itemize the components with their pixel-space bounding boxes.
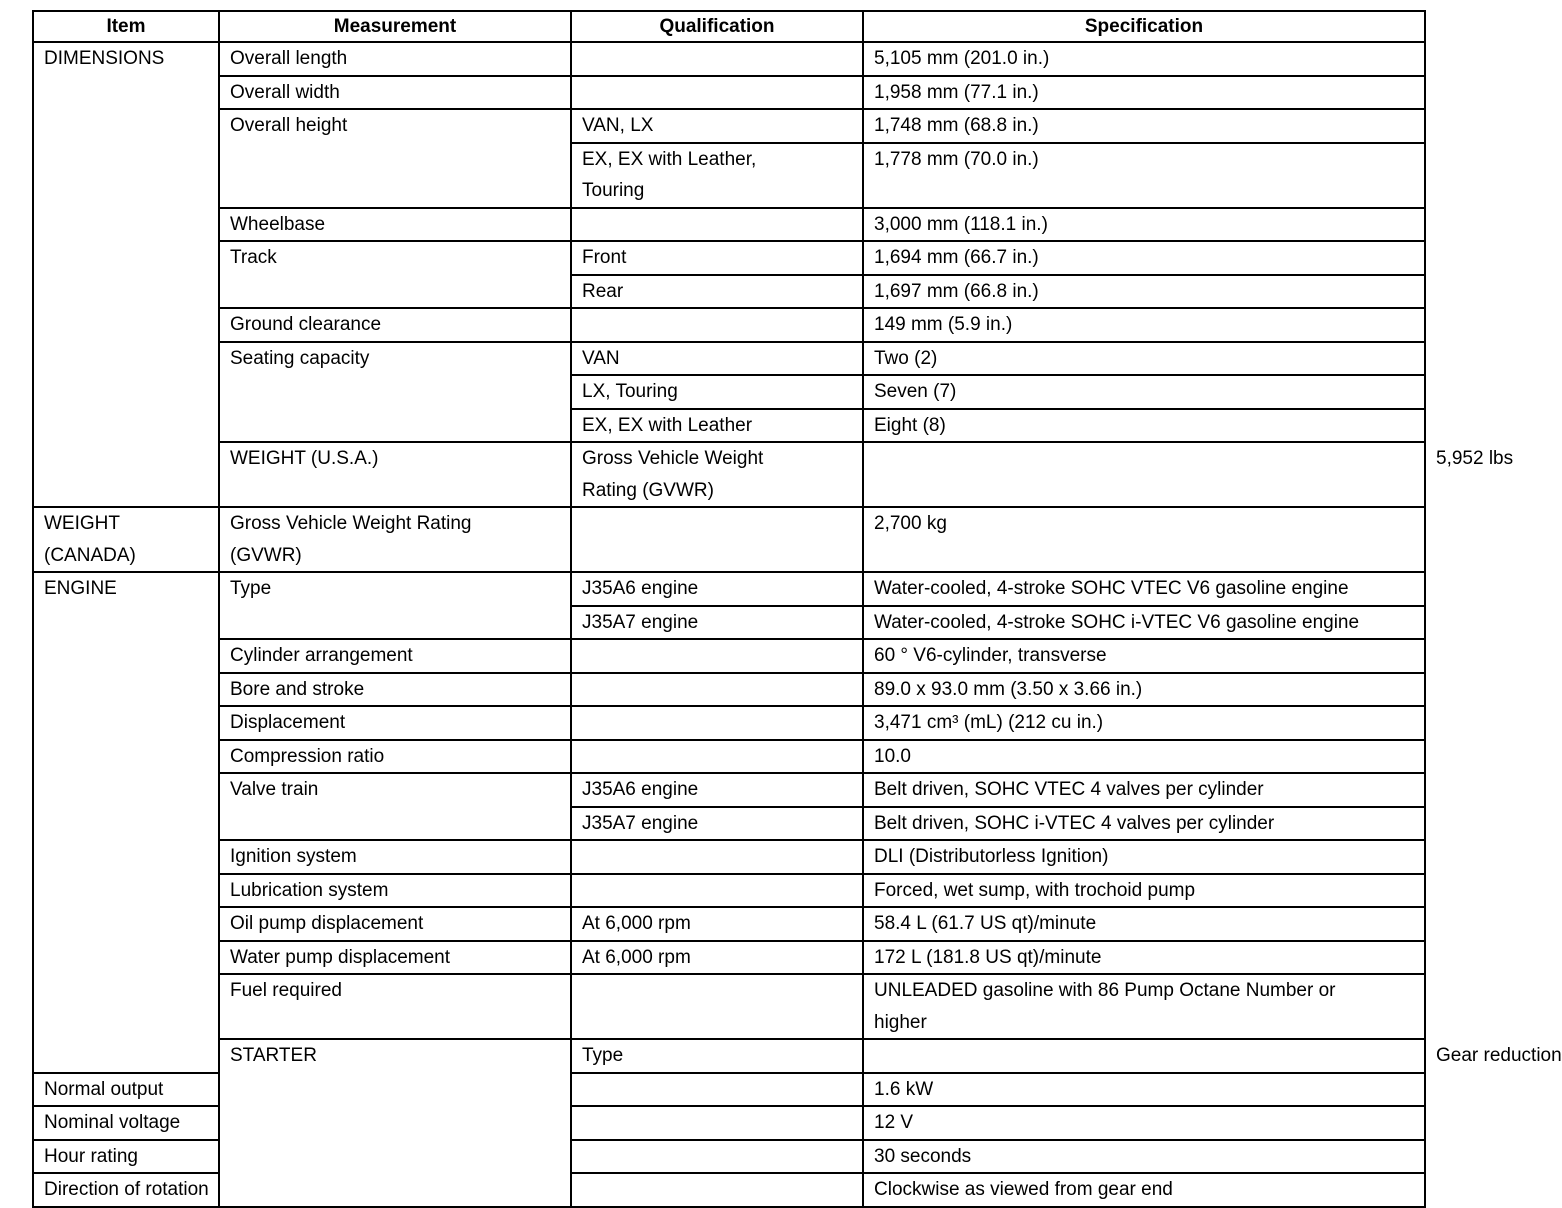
spec-cell: 2,700 kg — [863, 507, 1425, 572]
qualification-cell — [571, 874, 863, 908]
qualification-cell: J35A7 engine — [571, 606, 863, 640]
measurement-cell: Lubrication system — [219, 874, 571, 908]
qualification-cell: J35A7 engine — [571, 807, 863, 841]
table-row — [33, 740, 1425, 774]
table-row — [33, 507, 1425, 572]
spec-cell: Belt driven, SOHC VTEC 4 valves per cylinder — [863, 773, 1425, 807]
qualification-cell: VAN — [571, 342, 863, 376]
qualification-cell — [571, 1173, 863, 1207]
spec-cell: Eight (8) — [863, 409, 1425, 443]
qualification-cell: LX, Touring — [571, 375, 863, 409]
qualification-cell — [571, 76, 863, 110]
measurement-cell: Normal output — [33, 1073, 219, 1107]
table-row — [33, 42, 1425, 76]
spec-cell: 30 seconds — [863, 1140, 1425, 1174]
table-row — [33, 639, 1425, 673]
measurement-cell: Displacement — [219, 706, 571, 740]
table-row — [33, 76, 1425, 110]
qualification-cell — [571, 42, 863, 76]
spec-cell: 5,105 mm (201.0 in.) — [863, 42, 1425, 76]
spec-cell: 1,748 mm (68.8 in.) — [863, 109, 1425, 143]
table-row — [33, 874, 1425, 908]
measurement-cell: Hour rating — [33, 1140, 219, 1174]
measurement-cell: Overall length — [219, 42, 571, 76]
qualification-cell — [863, 1039, 1425, 1073]
table-row — [33, 241, 1425, 275]
spec-cell: 60 ° V6-cylinder, transverse — [863, 639, 1425, 673]
qualification-cell: J35A6 engine — [571, 572, 863, 606]
spec-cell: 149 mm (5.9 in.) — [863, 308, 1425, 342]
table-row — [33, 840, 1425, 874]
table-row — [33, 907, 1425, 941]
table-row — [33, 342, 1425, 376]
measurement-cell: Cylinder arrangement — [219, 639, 571, 673]
table-row: WEIGHT (U.S.A.) Gross Vehicle Weight Rating (GVWR) 5,952 lbs — [33, 442, 1425, 507]
qualification-cell — [571, 308, 863, 342]
header-row — [33, 11, 1425, 42]
qualification-cell — [571, 706, 863, 740]
measurement-cell: Gross Vehicle Weight Rating (GVWR) — [219, 507, 571, 572]
item-starter: STARTER — [219, 1039, 571, 1207]
specifications-table — [32, 10, 1562, 1208]
spec-cell: 1,694 mm (66.7 in.) — [863, 241, 1425, 275]
measurement-cell: Nominal voltage — [33, 1106, 219, 1140]
table-row — [33, 941, 1425, 975]
qualification-cell — [863, 442, 1425, 507]
measurement-cell: Ignition system — [219, 840, 571, 874]
spec-cell: 3,000 mm (118.1 in.) — [863, 208, 1425, 242]
qualification-cell: EX, EX with Leather — [571, 409, 863, 443]
spec-cell: 1.6 kW — [863, 1073, 1425, 1107]
header-item: Item — [33, 11, 219, 42]
measurement-cell: Bore and stroke — [219, 673, 571, 707]
measurement-cell: Ground clearance — [219, 308, 571, 342]
spec-cell: Seven (7) — [863, 375, 1425, 409]
qualification-cell — [571, 507, 863, 572]
item-weight-usa: WEIGHT (U.S.A.) — [219, 442, 571, 507]
header-specification: Specification — [863, 11, 1425, 42]
table-row — [33, 572, 1425, 606]
spec-cell: Clockwise as viewed from gear end — [863, 1173, 1425, 1207]
qualification-cell — [571, 1073, 863, 1107]
spec-cell: Belt driven, SOHC i-VTEC 4 valves per cylinder — [863, 807, 1425, 841]
qualification-cell — [571, 840, 863, 874]
spec-cell: 10.0 — [863, 740, 1425, 774]
measurement-cell: Fuel required — [219, 974, 571, 1039]
qualification-cell: J35A6 engine — [571, 773, 863, 807]
measurement-cell: Seating capacity — [219, 342, 571, 443]
qualification-cell — [571, 1140, 863, 1174]
table-row — [33, 308, 1425, 342]
header-qualification: Qualification — [571, 11, 863, 42]
spec-cell: 1,778 mm (70.0 in.) — [863, 143, 1425, 208]
measurement-cell: Direction of rotation — [33, 1173, 219, 1207]
spec-cell: Water-cooled, 4-stroke SOHC i-VTEC V6 gasoline engine — [863, 606, 1425, 640]
table-row — [33, 974, 1425, 1039]
spec-cell: 58.4 L (61.7 US qt)/minute — [863, 907, 1425, 941]
measurement-cell: Overall height — [219, 109, 571, 208]
table-row — [33, 208, 1425, 242]
table-row — [33, 773, 1425, 807]
measurement-cell: Water pump displacement — [219, 941, 571, 975]
spec-cell: 1,697 mm (66.8 in.) — [863, 275, 1425, 309]
spec-cell: Water-cooled, 4-stroke SOHC VTEC V6 gasoline engine — [863, 572, 1425, 606]
spec-cell: DLI (Distributorless Ignition) — [863, 840, 1425, 874]
spec-cell: 89.0 x 93.0 mm (3.50 x 3.66 in.) — [863, 673, 1425, 707]
spec-cell: 1,958 mm (77.1 in.) — [863, 76, 1425, 110]
qualification-cell: At 6,000 rpm — [571, 941, 863, 975]
table-row — [33, 673, 1425, 707]
spec-cell: Two (2) — [863, 342, 1425, 376]
spec-cell: 3,471 cm³ (mL) (212 cu in.) — [863, 706, 1425, 740]
table-row — [33, 109, 1425, 143]
measurement-cell: Valve train — [219, 773, 571, 840]
spec-cell: Forced, wet sump, with trochoid pump — [863, 874, 1425, 908]
item-dimensions: DIMENSIONS — [33, 42, 219, 507]
qualification-cell: Front — [571, 241, 863, 275]
item-weight-canada: WEIGHT (CANADA) — [33, 507, 219, 572]
qualification-cell: EX, EX with Leather, Touring — [571, 143, 863, 208]
spec-cell: UNLEADED gasoline with 86 Pump Octane Number or higher — [863, 974, 1425, 1039]
qualification-cell — [571, 740, 863, 774]
qualification-cell: At 6,000 rpm — [571, 907, 863, 941]
table-row: STARTER Type Gear reduction — [33, 1039, 1425, 1073]
qualification-cell: Rear — [571, 275, 863, 309]
spec-cell: 12 V — [863, 1106, 1425, 1140]
item-engine: ENGINE — [33, 572, 219, 1073]
qualification-cell — [571, 639, 863, 673]
measurement-cell: Oil pump displacement — [219, 907, 571, 941]
measurement-cell: Type — [219, 572, 571, 639]
measurement-cell: Wheelbase — [219, 208, 571, 242]
spec-cell: 172 L (181.8 US qt)/minute — [863, 941, 1425, 975]
measurement-cell: Overall width — [219, 76, 571, 110]
qualification-cell — [571, 1106, 863, 1140]
measurement-cell: Type — [571, 1039, 863, 1073]
header-measurement: Measurement — [219, 11, 571, 42]
table-row — [33, 706, 1425, 740]
qualification-cell — [571, 208, 863, 242]
measurement-cell: Gross Vehicle Weight Rating (GVWR) — [571, 442, 863, 507]
qualification-cell: VAN, LX — [571, 109, 863, 143]
qualification-cell — [571, 974, 863, 1039]
measurement-cell: Compression ratio — [219, 740, 571, 774]
qualification-cell — [571, 673, 863, 707]
measurement-cell: Track — [219, 241, 571, 308]
